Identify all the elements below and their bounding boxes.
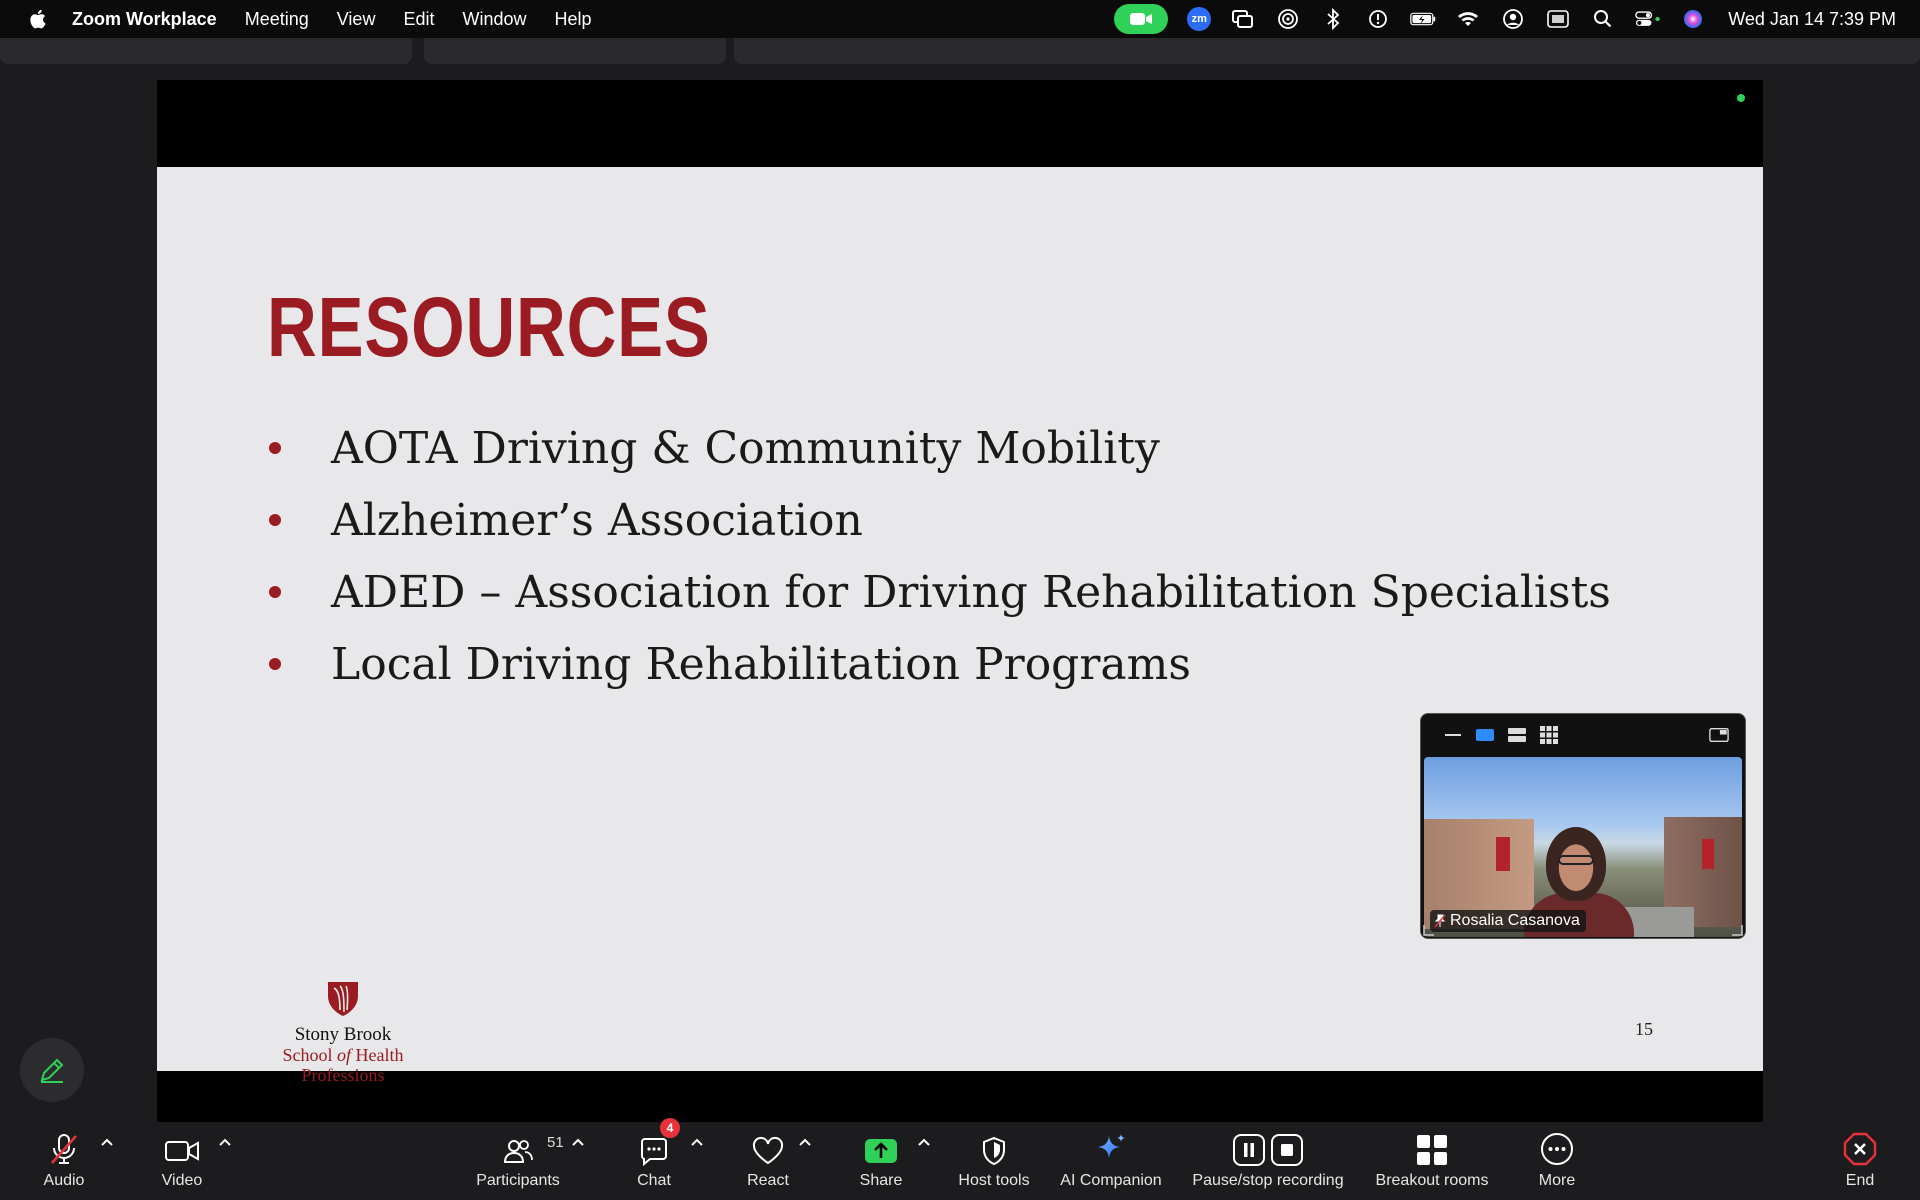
react-icon-wrap (751, 1122, 785, 1166)
host-tools-icon-wrap (980, 1122, 1008, 1166)
logo-name: Stony Brook (294, 1024, 392, 1045)
share-label: Share (859, 1172, 903, 1189)
logo-school-prefix: School (282, 1045, 337, 1065)
meeting-toolbar (0, 1122, 1920, 1200)
slide-page-number: 15 (1635, 1019, 1653, 1039)
bullet-text: AOTA Driving & Community Mobility (331, 422, 1160, 474)
video-camera-icon (164, 1136, 200, 1166)
participants-options-caret-icon[interactable] (571, 1136, 585, 1150)
bullet-dot (269, 442, 281, 454)
window-menu[interactable]: Window (462, 8, 527, 29)
chat-icon-wrap (638, 1121, 674, 1166)
end-meeting-button[interactable] (1830, 1122, 1890, 1200)
participants-count: 51 (547, 1134, 564, 1151)
participants-label: Participants (476, 1172, 560, 1189)
end-meeting-icon (1843, 1132, 1877, 1166)
muted-microphone-icon (47, 1132, 81, 1166)
participant-figure (1558, 855, 1594, 865)
logo-school (243, 1045, 443, 1085)
time-machine-icon[interactable] (1365, 6, 1391, 32)
resize-handle-icon[interactable] (1423, 924, 1435, 936)
more-ellipsis-icon (1540, 1132, 1574, 1166)
breakout-rooms-icon (1416, 1134, 1448, 1166)
breakout-rooms-label: Breakout rooms (1375, 1172, 1489, 1189)
menu-bar-clock[interactable]: Wed Jan 14 7:39 PM (1728, 8, 1896, 29)
resize-handle-icon[interactable] (1731, 924, 1743, 936)
video-label: Video (161, 1172, 203, 1189)
participant-video-feed[interactable] (1424, 757, 1742, 937)
bullet-dot (269, 586, 281, 598)
logo-school-of: of (337, 1045, 352, 1065)
speaker-view-icon[interactable] (1475, 727, 1495, 743)
zoom-menu-icon[interactable]: zm (1187, 7, 1211, 31)
control-center-icon[interactable] (1635, 6, 1661, 32)
chat-unread-badge: 4 (660, 1118, 680, 1138)
logo-school-suffix: Health Professions (301, 1045, 404, 1085)
participants-icon-wrap (503, 1122, 564, 1166)
breakout-icon-wrap (1416, 1122, 1448, 1166)
zoom-camera-indicator-icon[interactable] (1114, 4, 1168, 34)
heart-icon (751, 1136, 785, 1166)
audio-options-caret-icon[interactable] (100, 1136, 114, 1150)
ai-companion-icon-wrap (1094, 1122, 1128, 1166)
edit-menu[interactable]: Edit (403, 8, 435, 29)
strip-view-icon[interactable] (1507, 727, 1527, 743)
react-label: React (747, 1172, 789, 1189)
sparkle-icon (1094, 1132, 1128, 1166)
end-label: End (1845, 1172, 1875, 1189)
chat-bubble-icon (638, 1136, 670, 1166)
apple-icon[interactable] (28, 8, 48, 30)
stony-brook-logo (243, 980, 443, 1085)
shield-icon (980, 1136, 1008, 1166)
share-screen-icon (864, 1136, 898, 1166)
more-button[interactable] (1527, 1122, 1587, 1200)
participants-icon (503, 1136, 533, 1166)
video-icon-wrap (164, 1122, 200, 1166)
ai-companion-button[interactable] (1058, 1122, 1164, 1200)
bullet-text: Alzheimer’s Association (331, 494, 863, 546)
airdrop-icon[interactable] (1275, 6, 1301, 32)
audio-button[interactable] (34, 1122, 94, 1200)
bullet-text: ADED – Association for Driving Rehabilitation Specialists (331, 566, 1611, 618)
meeting-menu[interactable]: Meeting (244, 8, 309, 29)
ai-companion-label: AI Companion (1060, 1172, 1162, 1189)
chat-button[interactable] (624, 1122, 684, 1200)
react-button[interactable] (738, 1122, 798, 1200)
slide-bullet (267, 628, 1611, 700)
slide-bullet-list (267, 412, 1611, 700)
floating-video-panel[interactable] (1420, 713, 1746, 939)
bullet-dot (269, 658, 281, 670)
bullet-dot (269, 514, 281, 526)
window-tab[interactable] (734, 38, 1920, 64)
react-options-caret-icon[interactable] (798, 1136, 812, 1150)
window-tab-strip (0, 38, 1920, 66)
audio-label: Audio (43, 1172, 85, 1189)
slide-bullet (267, 484, 1611, 556)
participants-button[interactable] (470, 1122, 566, 1200)
recording-icon-wrap (1233, 1122, 1303, 1166)
help-menu[interactable]: Help (554, 8, 592, 29)
pause-stop-recording-button[interactable] (1186, 1122, 1350, 1200)
user-account-icon[interactable] (1500, 6, 1526, 32)
recording-label: Pause/stop recording (1192, 1172, 1344, 1189)
view-menu[interactable]: View (336, 8, 376, 29)
chat-label: Chat (637, 1172, 671, 1189)
video-options-caret-icon[interactable] (218, 1136, 232, 1150)
battery-icon[interactable] (1410, 6, 1436, 32)
shield-logo-icon (326, 980, 360, 1018)
video-background (1702, 839, 1714, 869)
video-panel-toolbar (1421, 714, 1745, 756)
bluetooth-icon[interactable] (1320, 6, 1346, 32)
pause-recording-icon[interactable] (1233, 1134, 1265, 1166)
menu-bar (0, 0, 1920, 38)
host-tools-label: Host tools (958, 1172, 1030, 1189)
audio-icon-wrap (47, 1122, 81, 1166)
host-tools-button[interactable] (952, 1122, 1036, 1200)
gallery-view-icon[interactable] (1539, 727, 1559, 743)
slide-bullet (267, 412, 1611, 484)
pencil-icon (37, 1055, 67, 1085)
input-source-icon[interactable] (1545, 6, 1571, 32)
breakout-rooms-button[interactable] (1370, 1122, 1494, 1200)
share-button[interactable] (851, 1122, 911, 1200)
status-area (1095, 0, 1896, 38)
minimize-video-icon[interactable] (1443, 727, 1463, 743)
more-icon-wrap (1540, 1122, 1574, 1166)
screen-mirror-icon[interactable] (1230, 6, 1256, 32)
window-tab[interactable] (0, 38, 412, 64)
share-status-dot (1737, 94, 1745, 102)
spotlight-search-icon[interactable] (1590, 6, 1616, 32)
more-label: More (1538, 1172, 1576, 1189)
shared-screen[interactable] (157, 80, 1763, 1122)
siri-icon[interactable] (1680, 6, 1706, 32)
slide-title: RESOURCES (267, 280, 711, 374)
video-button[interactable] (152, 1122, 212, 1200)
bullet-text: Local Driving Rehabilitation Programs (331, 638, 1191, 690)
pin-icon (1434, 914, 1446, 928)
app-name-menu[interactable]: Zoom Workplace (72, 8, 217, 29)
slide-bullet (267, 556, 1611, 628)
end-icon-wrap (1843, 1122, 1877, 1166)
annotate-button[interactable] (20, 1038, 84, 1102)
pop-out-video-icon[interactable] (1709, 727, 1729, 743)
chat-options-caret-icon[interactable] (690, 1136, 704, 1150)
stop-recording-icon[interactable] (1271, 1134, 1303, 1166)
share-icon-wrap (864, 1122, 898, 1166)
window-tab[interactable] (424, 38, 726, 64)
video-background (1496, 837, 1510, 871)
participant-name-tag (1430, 910, 1586, 932)
participant-name: Rosalia Casanova (1450, 912, 1580, 929)
share-options-caret-icon[interactable] (917, 1136, 931, 1150)
wifi-icon[interactable] (1455, 6, 1481, 32)
